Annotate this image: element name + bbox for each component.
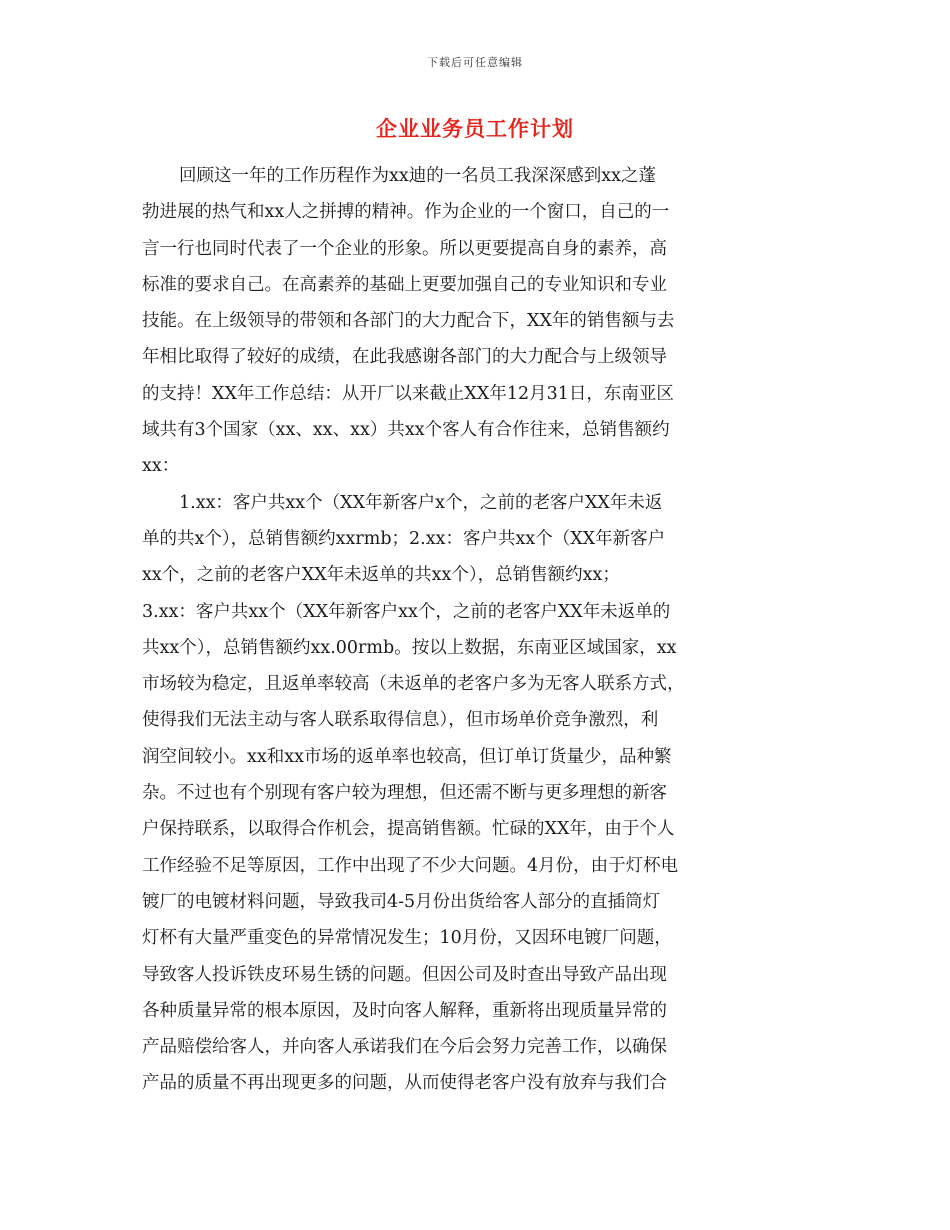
text-line: 共xx个），总销售额约xx.00rmb。按以上数据，东南亚区域国家，xx [142,637,677,658]
text-line: 导致客人投诉铁皮环易生锈的问题。但因公司及时查出导致产品出现 [142,964,667,985]
text-line: 使得我们无法主动与客人联系取得信息），但市场单价竞争激烈，利 [142,710,659,731]
text-line: 标准的要求自己。在高素养的基础上更要加强自己的专业知识和专业 [142,274,667,295]
text-line: 域共有3个国家（xx、xx、xx）共xx个客人有合作往来，总销售额约 [142,420,670,441]
document-body [142,158,802,1102]
paragraph-1 [142,158,802,485]
text-line: xx个，之前的老客户XX年未返单的共xx个），总销售额约xx； [142,565,620,586]
text-line: xx： [142,456,180,477]
text-line: 勃进展的热气和xx人之拼搏的精神。作为企业的一个窗口，自己的一 [142,202,670,223]
text-line: 各种质量异常的根本原因，及时向客人解释，重新将出现质量异常的 [142,1000,667,1021]
paragraph-2 [142,485,802,1102]
text-line: 镀厂的电镀材料问题，导致我司4-5月份出货给客人部分的直插筒灯 [142,891,661,912]
text-line: 年相比取得了较好的成绩，在此我感谢各部门的大力配合与上级领导 [142,347,667,368]
text-line: 杂。不过也有个别现有客户较为理想，但还需不断与更多理想的新客 [142,783,667,804]
document-title: 企业业务员工作计划 [376,116,574,141]
text-line: 工作经验不足等原因，工作中出现了不少大问题。4月份，由于灯杯电 [142,855,679,876]
text-line: 技能。在上级领导的带领和各部门的大力配合下，XX年的销售额与去 [142,311,675,332]
text-line: 灯杯有大量严重变色的异常情况发生；10月份，又因环电镀厂问题， [142,928,672,949]
text-line: 1.xx：客户共xx个（XX年新客户x个，之前的老客户XX年未返 [179,492,663,513]
text-line: 户保持联系，以取得合作机会，提高销售额。忙碌的XX年，由于个人 [142,819,675,840]
text-line: 产品赔偿给客人，并向客人承诺我们在今后会努力完善工作，以确保 [142,1037,667,1058]
text-line: 润空间较小。xx和xx市场的返单率也较高，但订单订货量少，品种繁 [142,746,672,767]
text-line: 3.xx：客户共xx个（XX年新客户xx个，之前的老客户XX年未返单的 [142,601,671,622]
text-line: 的支持！XX年工作总结：从开厂以来截止XX年12月31日，东南亚区 [142,383,674,404]
text-line: 单的共x个），总销售额约xxrmb；2.xx：客户共xx个（XX年新客户 [142,528,666,549]
header-note: 下载后可任意编辑 [427,56,523,69]
text-line: 言一行也同时代表了一个企业的形象。所以更要提高自身的素养，高 [142,238,667,259]
text-line: 回顾这一年的工作历程作为xx迪的一名员工我深深感到xx之蓬 [179,166,656,186]
text-line: 产品的质量不再出现更多的问题，从而使得老客户没有放弃与我们合 [142,1073,667,1094]
text-line: 市场较为稳定，且返单率较高（未返单的老客户多为无客人联系方式， [142,674,685,695]
